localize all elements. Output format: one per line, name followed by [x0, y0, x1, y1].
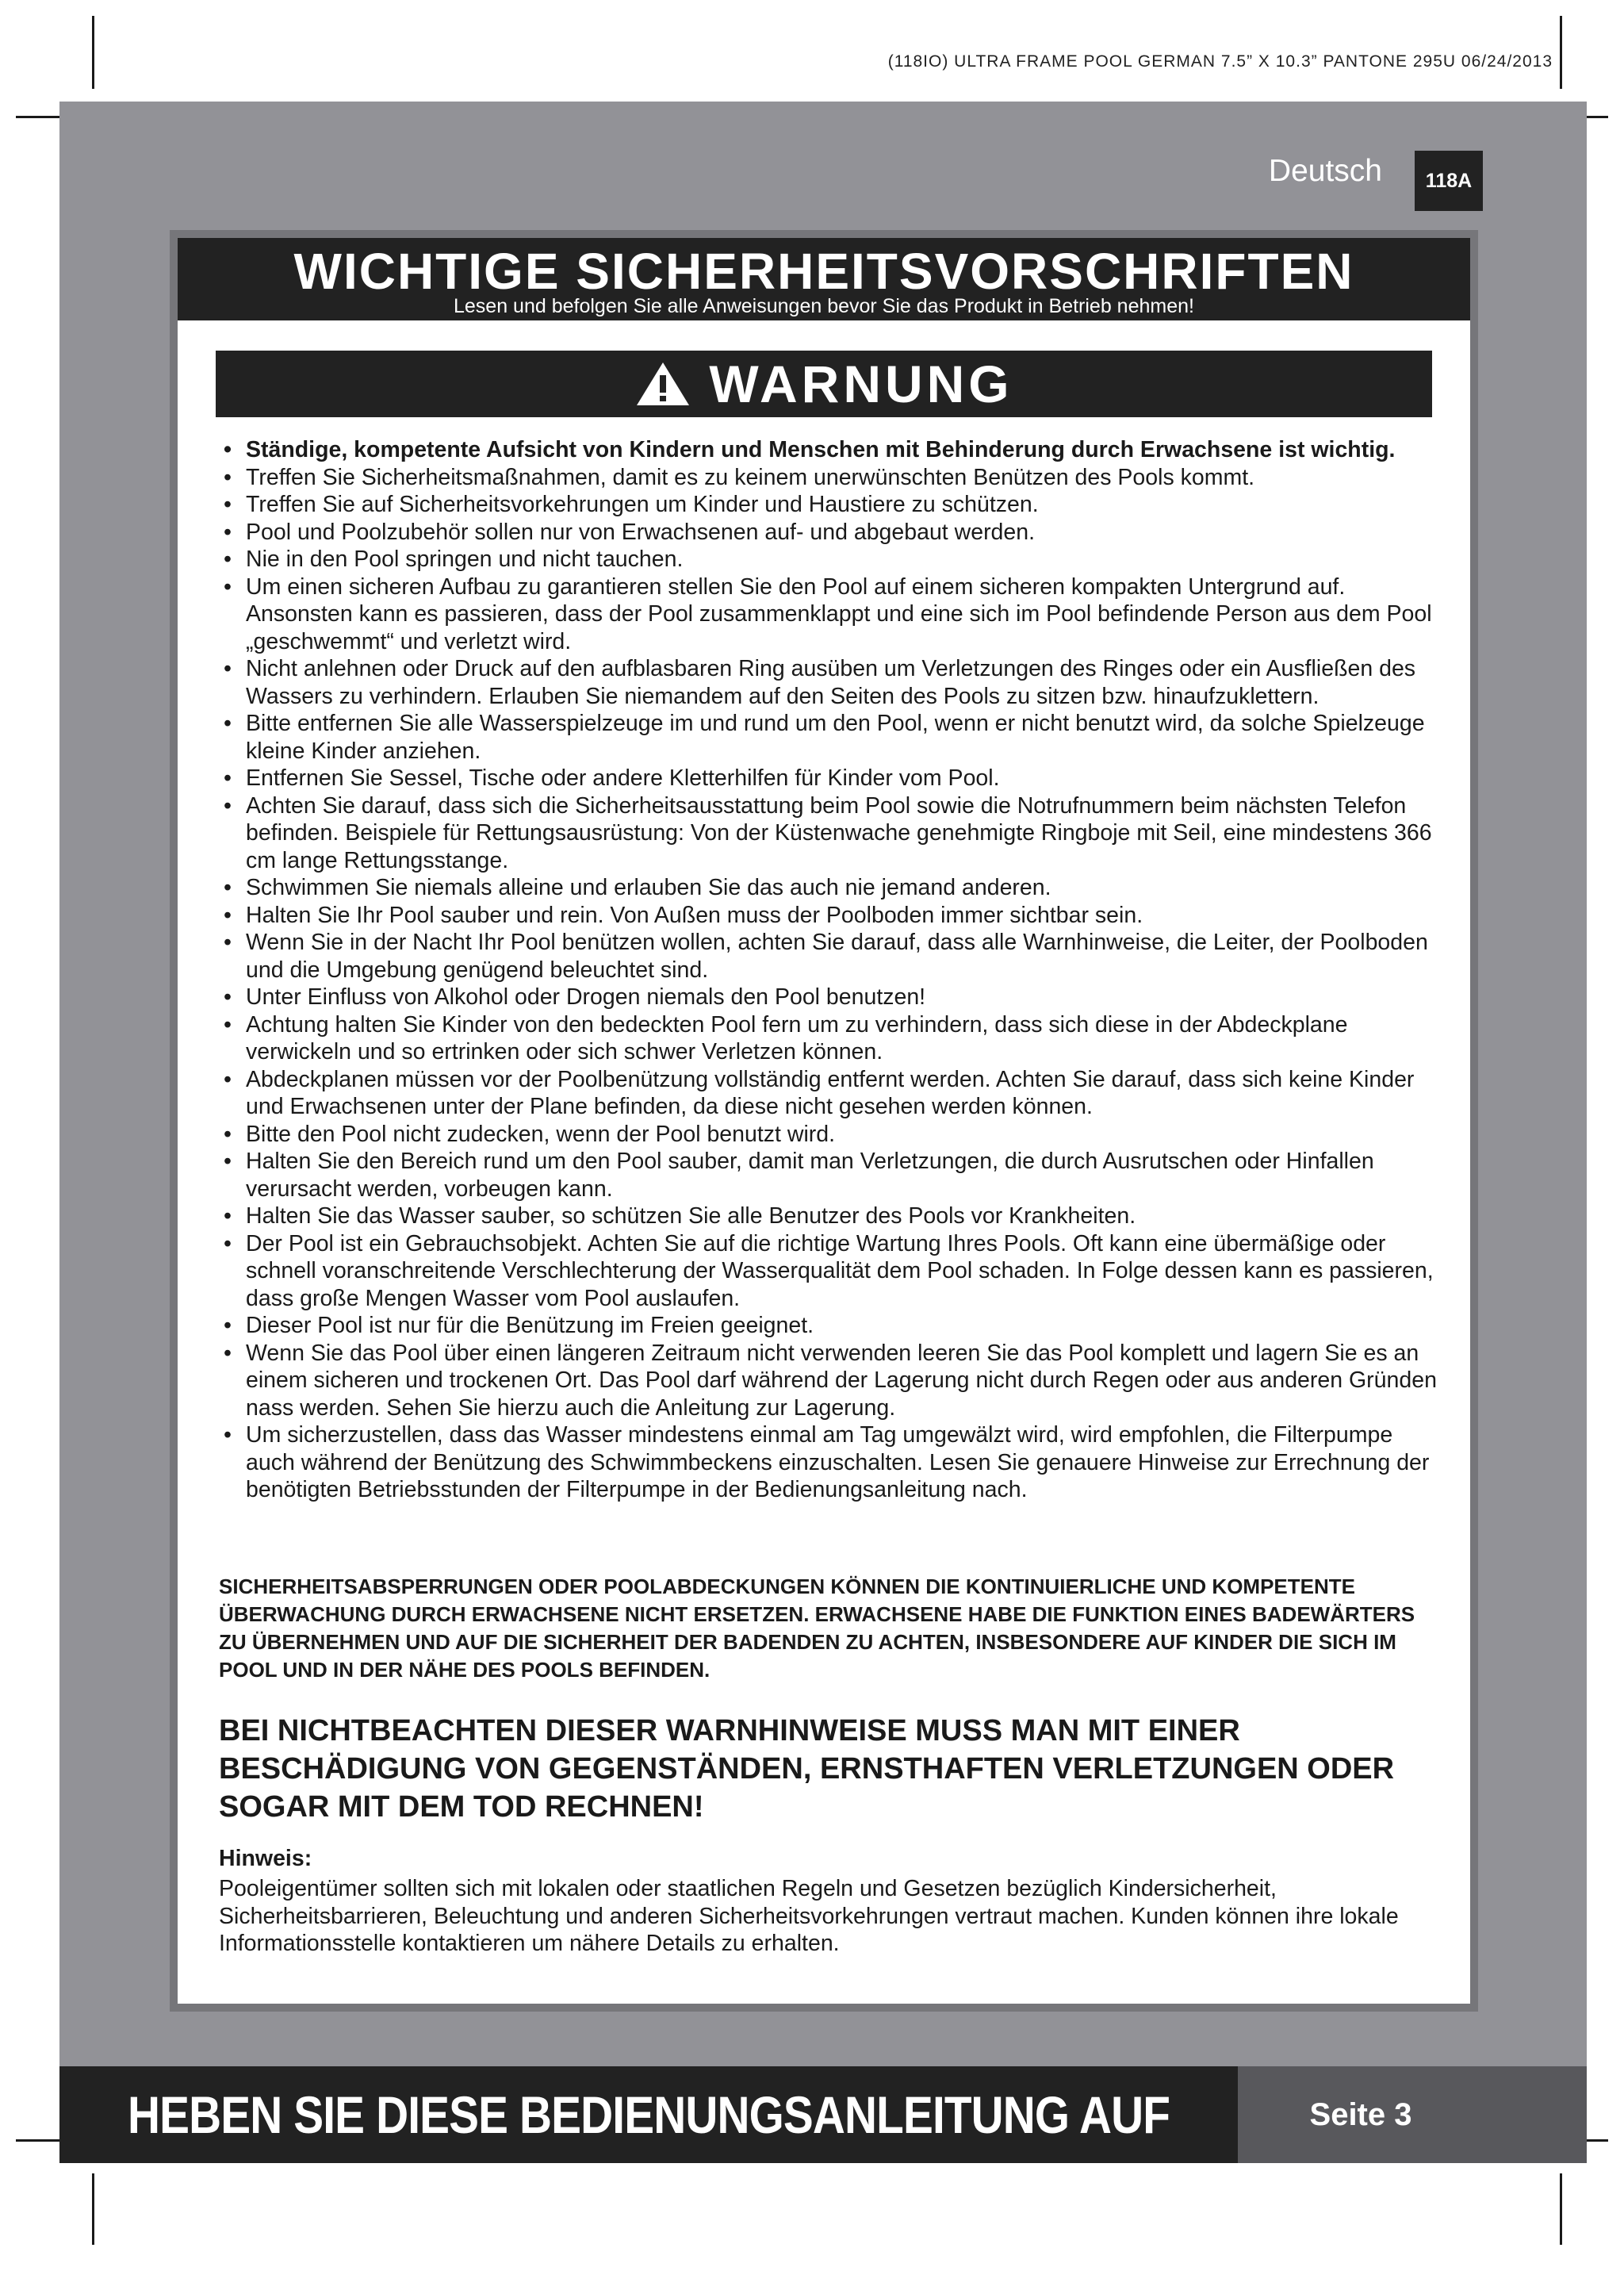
crop-mark: [1560, 16, 1562, 89]
warning-triangle-icon: [634, 360, 691, 408]
consequence-warning: BEI NICHTBEACHTEN DIESER WARNHINWEISE MUSS MAN MIT EINER BESCHÄDIGUNG VON GEGENSTÄNDEN, ERNSTHAFTEN VERLETZUNGEN ODER SOGAR MIT DEM TOD RECHNEN!: [219, 1714, 1395, 1824]
list-item: • Wenn Sie in der Nacht Ihr Pool benützen wollen, achten Sie darauf, dass alle Warnhinweise, die Leiter, der Poolboden und die Umgebung genügend beleuchtet sind.: [219, 929, 1440, 984]
print-info: (118IO) ULTRA FRAME POOL GERMAN 7.5” X 10.3” PANTONE 295U 06/24/2013: [887, 52, 1553, 71]
list-item: • Unter Einfluss von Alkohol oder Drogen niemals den Pool benutzen!: [219, 984, 1440, 1011]
language-label: Deutsch: [1268, 154, 1382, 188]
list-item: • Um sicherzustellen, dass das Wasser mindestens einmal am Tag umgewälzt wird, wird empfohlen, die Filterpumpe auch während der Benützung des Schwimmbeckens einzuschalten. Lesen Sie genauere Hinweise zur Errechnung der benötigten Betriebsstunden der Filterpumpe in der Bedienungsanleitung nach.: [219, 1421, 1440, 1504]
code-badge: 118A: [1415, 151, 1483, 211]
list-item: • Achtung halten Sie Kinder von den bedeckten Pool fern um zu verhindern, dass sich diese in der Abdeckplane verwickeln und so ertrinken oder sich schwer Verletzen können.: [219, 1011, 1440, 1066]
safety-frame: [170, 230, 1478, 2012]
page-number: Seite 3: [1238, 2066, 1587, 2163]
warning-banner: [216, 351, 1432, 417]
note-text: Pooleigentümer sollten sich mit lokalen oder staatlichen Regeln und Gesetzen bezüglich Kindersicherheit, Sicherheitsbarrieren, Beleuchtung und anderen Sicherheitsvorkehrungen vertraut machen. Kunden können ihre lokale Informationsstelle kontaktieren um nähere Details zu erhalten.: [219, 1876, 1399, 1956]
list-item: • Entfernen Sie Sessel, Tische oder andere Kletterhilfen für Kinder vom Pool.: [219, 765, 1440, 792]
supervision-notice: SICHERHEITSABSPERRUNGEN ODER POOLABDECKUNGEN KÖNNEN DIE KONTINUIERLICHE UND KOMPETENTE ÜBERWACHUNG DURCH ERWACHSENE NICHT ERSETZEN. ERWACHSENE HABE DIE FUNKTION EINES BADEWÄRTERS ZU ÜBERNEHMEN UND AUF DIE SICHERHEIT DER BADENDEN ZU ACHTEN, INSBESONDERE AUF KINDER DIE SICH IM POOL UND IN DER NÄHE DES POOLS BEFINDEN.: [219, 1575, 1415, 1682]
crop-mark: [92, 16, 94, 89]
list-item: • Wenn Sie das Pool über einen längeren Zeitraum nicht verwenden leeren Sie das Pool komplett und lagern Sie es an einem sicheren und trockenen Ort. Das Pool darf während der Lagerung nicht durch Regen oder aus anderen Gründen nass werden. Sehen Sie hierzu auch die Anleitung zur Lagerung.: [219, 1340, 1440, 1422]
page-title: WICHTIGE SICHERHEITSVORSCHRIFTEN: [293, 243, 1354, 300]
list-item: • Abdeckplanen müssen vor der Poolbenützung vollständig entfernt werden. Achten Sie darauf, dass sich keine Kinder und Erwachsenen unter der Plane befinden, da diese nicht gesehen werden können.: [219, 1066, 1440, 1121]
list-item: • Schwimmen Sie niemals alleine und erlauben Sie das auch nie jemand anderen.: [219, 874, 1440, 902]
list-item: • Um einen sicheren Aufbau zu garantieren stellen Sie den Pool auf einem sicheren kompakten Untergrund auf. Ansonsten kann es passieren, dass der Pool zusammenklappt und eine sich im Pool befindende Person aus dem Pool „geschwemmt“ und verletzt wird.: [219, 573, 1440, 656]
list-item: • Nicht anlehnen oder Druck auf den aufblasbaren Ring ausüben um Verletzungen des Ringes oder ein Ausfließen des Wassers zu verhindern. Erlauben Sie niemandem auf den Seiten des Pools zu sitzen bzw. hinaufzuklettern.: [219, 655, 1440, 710]
warning-list: [219, 436, 1440, 1504]
list-item: • Ständige, kompetente Aufsicht von Kindern und Menschen mit Behinderung durch Erwachsene ist wichtig.: [219, 436, 1440, 464]
footer-text: HEBEN SIE DIESE BEDIENUNGSANLEITUNG AUF: [127, 2085, 1170, 2144]
list-item: • Halten Sie das Wasser sauber, so schützen Sie alle Benutzer des Pools vor Krankheiten.: [219, 1203, 1440, 1230]
list-item: • Pool und Poolzubehör sollen nur von Erwachsenen auf- und abgebaut werden.: [219, 519, 1440, 547]
crop-mark: [92, 2173, 94, 2245]
list-item: • Bitte den Pool nicht zudecken, wenn der Pool benutzt wird.: [219, 1121, 1440, 1149]
safety-content: [178, 238, 1470, 2004]
list-item: • Treffen Sie Sicherheitsmaßnahmen, damit es zu keinem unerwünschten Benützen des Pools kommt.: [219, 464, 1440, 492]
list-item: • Dieser Pool ist nur für die Benützung im Freien geeignet.: [219, 1312, 1440, 1340]
page-subtitle: Lesen und befolgen Sie alle Anweisungen bevor Sie das Produkt in Betrieb nehmen!: [454, 295, 1194, 317]
list-item: • Bitte entfernen Sie alle Wasserspielzeuge im und rund um den Pool, wenn er nicht benutzt wird, da solche Spielzeuge kleine Kinder anziehen.: [219, 710, 1440, 765]
list-item: • Nie in den Pool springen und nicht tauchen.: [219, 546, 1440, 573]
crop-mark: [1560, 2173, 1562, 2245]
title-band: [178, 238, 1470, 320]
list-item: • Halten Sie Ihr Pool sauber und rein. Von Außen muss der Poolboden immer sichtbar sein.: [219, 902, 1440, 930]
note-heading: Hinweis:: [219, 1846, 312, 1871]
list-item: • Achten Sie darauf, dass sich die Sicherheitsausstattung beim Pool sowie die Notrufnummern beim nächsten Telefon befinden. Beispiele für Rettungsausrüstung: Von der Küstenwache genehmigte Ringboje mit Seil, eine mindestens 366 cm lange Rettungsstange.: [219, 792, 1440, 875]
footer-bar: [59, 2066, 1238, 2163]
list-item: • Treffen Sie auf Sicherheitsvorkehrungen um Kinder und Haustiere zu schützen.: [219, 491, 1440, 519]
warning-label: WARNUNG: [709, 355, 1013, 413]
list-item: • Halten Sie den Bereich rund um den Pool sauber, damit man Verletzungen, die durch Ausrutschen oder Hinfallen verursacht werden, vorbeugen kann.: [219, 1148, 1440, 1203]
list-item: • Der Pool ist ein Gebrauchsobjekt. Achten Sie auf die richtige Wartung Ihres Pools. Oft kann eine übermäßige oder schnell voranschreitende Verschlechterung der Wasserqualität dem Pool schaden. In Folge dessen kann es passieren, dass große Mengen Wasser vom Pool auslaufen.: [219, 1230, 1440, 1313]
